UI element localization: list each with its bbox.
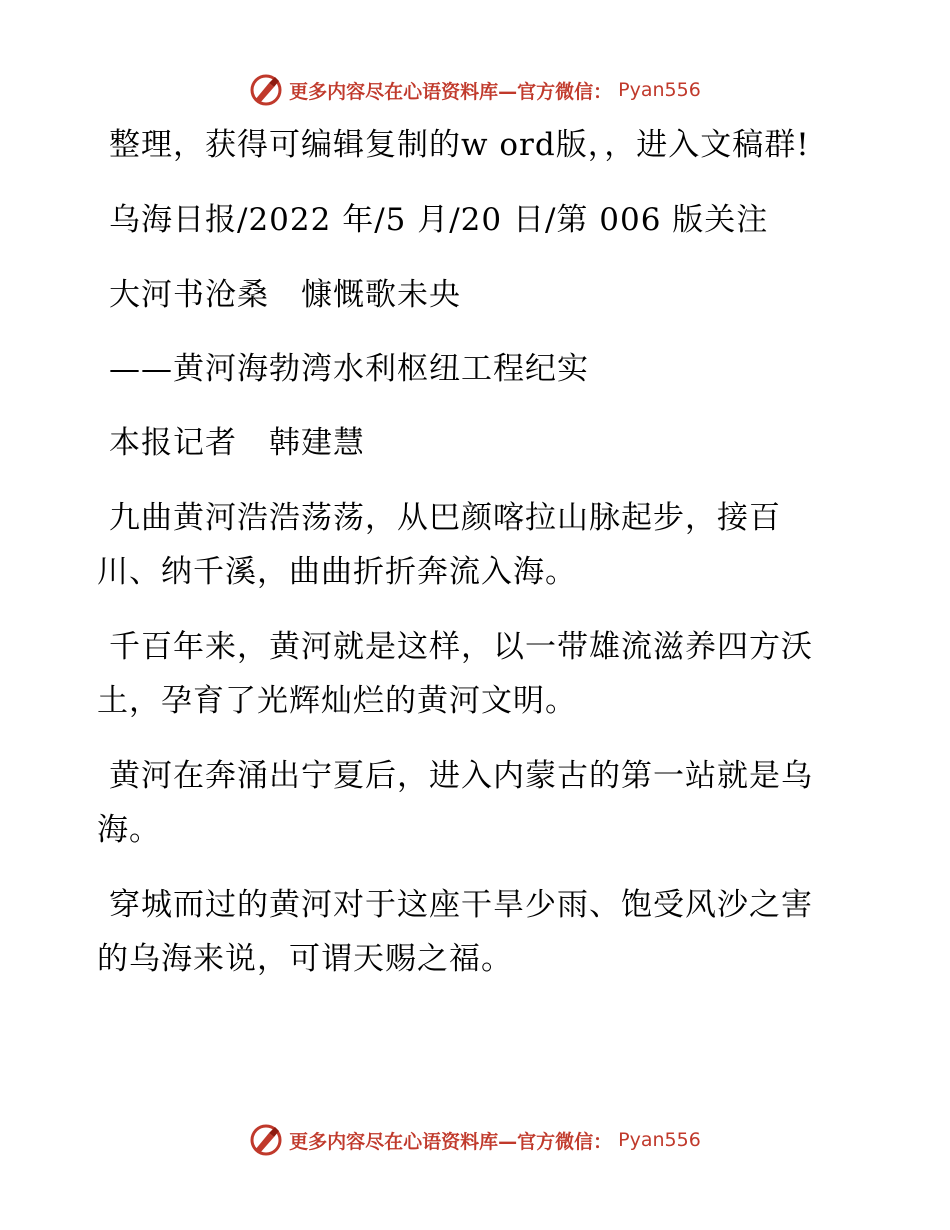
article-byline: 本报记者 韩建慧: [109, 425, 365, 461]
watermark-text: 更多内容尽在心语资料库—官方微信：: [289, 80, 613, 103]
article-subtitle: ——黄河海勃湾水利枢纽工程纪实: [109, 351, 589, 387]
pen-nib-logo-icon: [249, 1123, 283, 1157]
paragraph-body-4: 穿城而过的黄河对于这座干旱少雨、饱受风沙之害的乌海来说，可谓天赐之福。: [97, 887, 813, 977]
document-body: [97, 118, 837, 1007]
watermark-text: 更多内容尽在心语资料库—官方微信：: [289, 1130, 613, 1153]
paragraph-body-2: 千百年来，黄河就是这样，以一带雄流滋养四方沃土，孕育了光辉灿烂的黄河文明。: [97, 629, 813, 719]
watermark-contact: Pyan556: [618, 79, 701, 101]
watermark-contact: Pyan556: [618, 1129, 701, 1151]
pen-nib-logo-icon: [249, 73, 283, 107]
article-title: 大河书沧桑 慷慨歌未央: [109, 277, 461, 313]
paragraph-intro: 整理，获得可编辑复制的w ord版，，进入文稿群!: [109, 127, 810, 163]
paragraph-body-1: 九曲黄河浩浩荡荡，从巴颜喀拉山脉起步，接百川、纳千溪，曲曲折折奔流入海。: [97, 500, 781, 590]
paragraph-source: 乌海日报/2022 年/5 月/20 日/第 006 版关注: [109, 202, 769, 238]
footer-watermark: [0, 1120, 950, 1160]
header-watermark: [0, 70, 950, 110]
paragraph-body-3: 黄河在奔涌出宁夏后，进入内蒙古的第一站就是乌海。: [97, 758, 813, 848]
